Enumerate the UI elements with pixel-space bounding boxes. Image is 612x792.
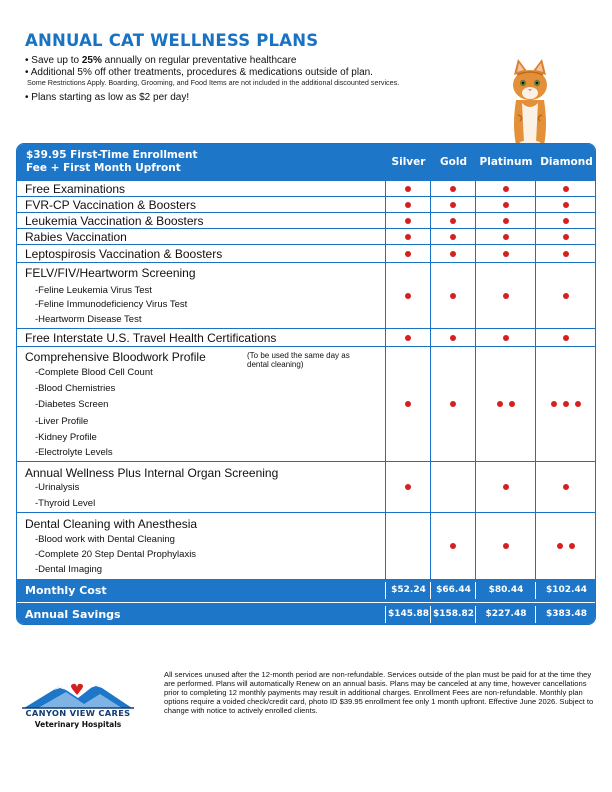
included-dot	[450, 401, 456, 407]
service-label: Rabies Vaccination	[25, 230, 127, 244]
bloodwork-note	[247, 351, 350, 369]
page-title: ANNUAL CAT WELLNESS PLANS	[25, 31, 319, 50]
service-label: Leptospirosis Vaccination & Boosters	[25, 247, 223, 261]
included-dot	[563, 234, 569, 240]
included-dot	[563, 218, 569, 224]
included-dot	[405, 251, 411, 257]
included-dot	[450, 186, 456, 192]
service-label: Free Examinations	[25, 182, 126, 196]
included-dot	[405, 234, 411, 240]
included-dot	[450, 293, 456, 299]
bullet-note: Some Restrictions Apply. Boarding, Grooming, and Food Items are not included in the additional discounted services.	[27, 78, 400, 87]
sub-service-label: -Electrolyte Levels	[35, 447, 113, 458]
included-dot	[450, 234, 456, 240]
included-dot	[405, 484, 411, 490]
enrollment-fee-line: $39.95 First-Time Enrollment	[26, 149, 198, 161]
included-dot	[450, 543, 456, 549]
table-row	[17, 462, 596, 513]
sub-service-label: -Thyroid Level	[35, 498, 96, 509]
table-row	[17, 263, 596, 329]
logo-subtitle: Veterinary Hospitals	[34, 720, 122, 729]
table-row	[17, 245, 596, 263]
sub-service-label: -Urinalysis	[35, 482, 80, 493]
table-row	[17, 329, 596, 347]
table-row	[17, 197, 596, 213]
included-dot	[563, 251, 569, 257]
bullet-text: • Save up to	[25, 55, 82, 66]
savings-diamond: $383.48	[546, 609, 587, 619]
included-dot	[503, 251, 509, 257]
included-dot	[405, 218, 411, 224]
enrollment-fee-heading	[26, 149, 197, 175]
bullet-highlight: 25%	[81, 55, 102, 66]
included-dot	[563, 293, 569, 299]
sub-service-label: -Complete 20 Step Dental Prophylaxis	[35, 549, 197, 560]
included-dot	[569, 543, 575, 549]
included-dot	[405, 293, 411, 299]
included-dot	[450, 202, 456, 208]
logo-name: CANYON VIEW CARES	[25, 708, 131, 718]
included-dot	[405, 335, 411, 341]
bullet-savings	[25, 55, 455, 67]
included-dot	[557, 543, 563, 549]
wellness-plan-table	[16, 143, 596, 625]
service-label: Free Interstate U.S. Travel Health Certifications	[25, 331, 277, 345]
included-dot	[563, 202, 569, 208]
included-dot	[503, 484, 509, 490]
sub-service-label: -Complete Blood Cell Count	[35, 367, 153, 378]
tier-gold: Gold	[440, 156, 467, 168]
kitten-illustration	[500, 55, 560, 147]
included-dot	[563, 335, 569, 341]
canyon-view-logo	[18, 680, 138, 730]
enrollment-fee-line: Fee + First Month Upfront	[26, 162, 181, 174]
included-dot	[551, 401, 557, 407]
included-dot	[563, 186, 569, 192]
included-dot	[503, 202, 509, 208]
included-dot	[503, 293, 509, 299]
sub-service-label: -Kidney Profile	[35, 432, 97, 443]
savings-platinum: $227.48	[485, 609, 527, 619]
sub-service-label: -Liver Profile	[35, 416, 89, 427]
service-label: FELV/FIV/Heartworm Screening	[25, 266, 196, 280]
included-dot	[509, 401, 515, 407]
table-row	[17, 513, 596, 579]
included-dot	[503, 234, 509, 240]
sub-service-label: -Blood Chemistries	[35, 383, 116, 394]
tier-diamond: Diamond	[540, 156, 593, 168]
included-dot	[405, 186, 411, 192]
included-dot	[497, 401, 503, 407]
sub-service-label: -Heartworm Disease Test	[35, 314, 142, 325]
table-row	[17, 181, 596, 197]
annual-savings-row	[17, 603, 596, 625]
price-gold: $66.44	[436, 585, 471, 595]
sub-service-label: -Diabetes Screen	[35, 399, 109, 410]
included-dot	[575, 401, 581, 407]
included-dot	[563, 484, 569, 490]
included-dot	[563, 401, 569, 407]
monthly-cost-row	[17, 579, 596, 602]
price-platinum: $80.44	[488, 585, 524, 595]
tier-silver: Silver	[391, 156, 426, 168]
mountain-icon	[18, 680, 138, 710]
sub-service-label: -Feline Immunodeficiency Virus Test	[35, 299, 188, 310]
included-dot	[503, 543, 509, 549]
price-diamond: $102.44	[546, 585, 587, 595]
service-label: Annual Wellness Plus Internal Organ Screening	[25, 466, 279, 480]
sub-service-label: -Feline Leukemia Virus Test	[35, 285, 152, 296]
included-dot	[503, 186, 509, 192]
service-label: Comprehensive Bloodwork Profile	[25, 350, 206, 364]
included-dot	[450, 335, 456, 341]
monthly-cost-label: Monthly Cost	[25, 584, 107, 597]
included-dot	[450, 218, 456, 224]
service-label: Leukemia Vaccination & Boosters	[25, 214, 204, 228]
included-dot	[503, 335, 509, 341]
table-header	[17, 144, 596, 181]
bloodwork-note-line: dental cleaning)	[247, 360, 304, 369]
table-row	[17, 213, 596, 229]
bloodwork-note-line: (To be used the same day as	[247, 351, 350, 360]
fine-print: All services unused after the 12-month period are non-refundable. Services outside of the plan must be paid for at the time they are performed. Plans will automatically Renew on an annual basis. Plans may be canceled at any time, however cancellations prior to completing 12 monthly payments may result in additional charges. Enrollment Fees are non-refundable. Monthly plan options require a voided check/credit card, photo ID $39.95 enrollment fee only 1 month upfront. Effective June 2026. Subject to change with notice to actively enrolled clients.	[164, 670, 594, 715]
price-silver: $52.24	[391, 585, 426, 595]
bullet-discount: • Additional 5% off other treatments, procedures & medications outside of plan.	[25, 67, 373, 78]
sub-service-label: -Dental Imaging	[35, 564, 103, 575]
savings-silver: $145.88	[388, 609, 429, 619]
included-dot	[405, 401, 411, 407]
included-dot	[503, 218, 509, 224]
bullet-price: • Plans starting as low as $2 per day!	[25, 92, 190, 103]
service-label: Dental Cleaning with Anesthesia	[25, 517, 198, 531]
savings-gold: $158.82	[433, 609, 474, 619]
service-label: FVR-CP Vaccination & Boosters	[25, 198, 196, 212]
included-dot	[450, 251, 456, 257]
bullet-text: annually on regular preventative healthcare	[101, 55, 297, 66]
benefit-bullets	[25, 55, 455, 104]
annual-savings-label: Annual Savings	[25, 608, 121, 621]
included-dot	[405, 202, 411, 208]
tier-platinum: Platinum	[479, 156, 533, 168]
sub-service-label: -Blood work with Dental Cleaning	[35, 534, 175, 545]
table-row	[17, 229, 596, 245]
